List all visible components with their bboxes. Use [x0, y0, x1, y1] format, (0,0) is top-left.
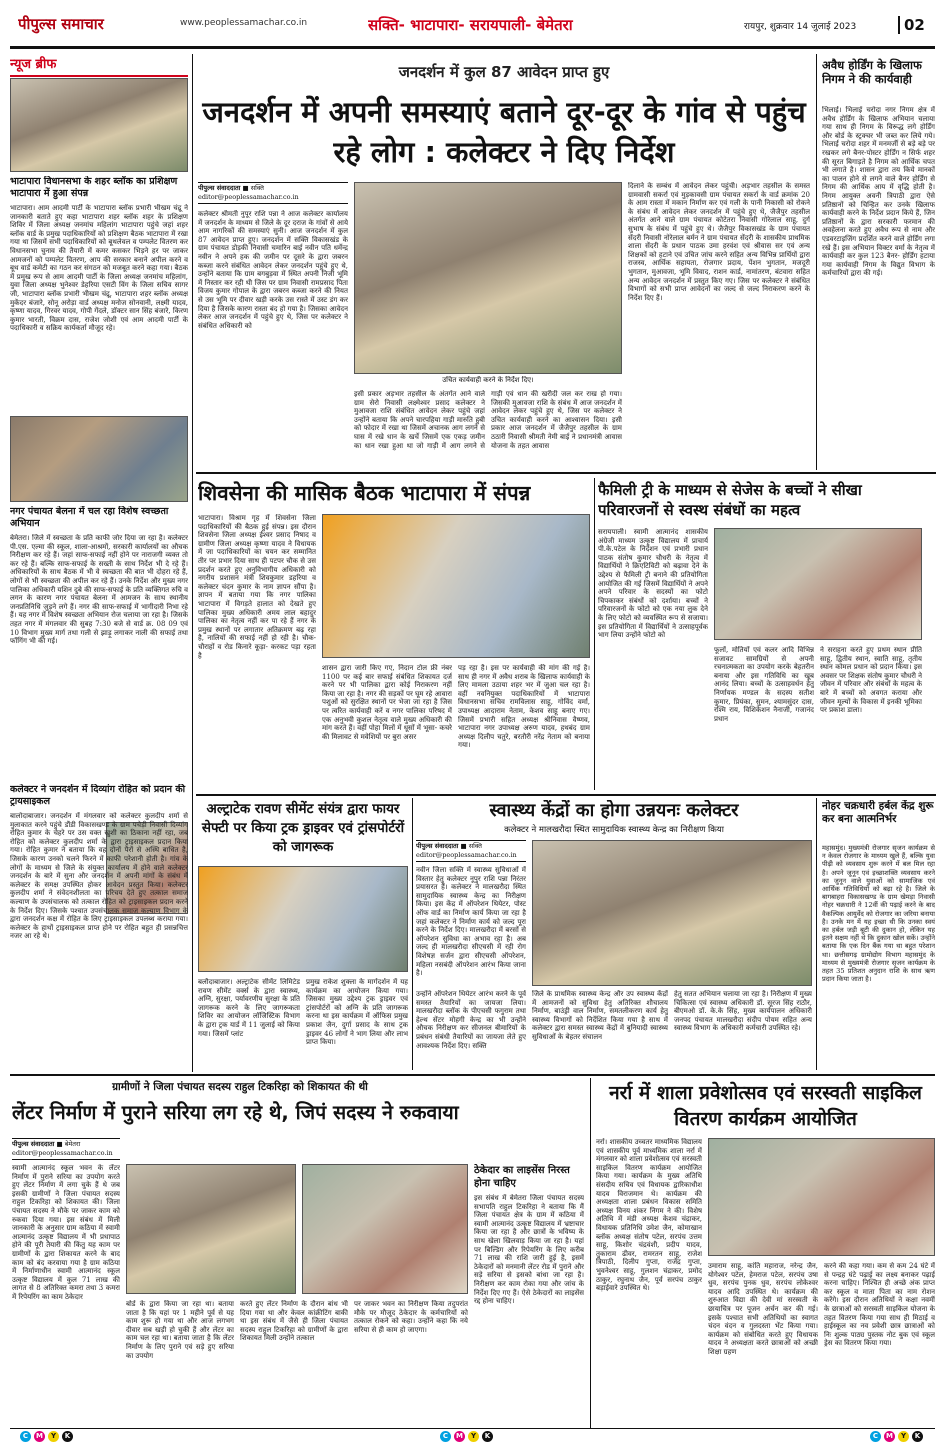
lead-byline-email: editor@peoplessamachar.co.in [198, 193, 299, 201]
masthead [0, 0, 945, 46]
health-subhead: कलेक्टर ने मालखरौदा स्थित सामुदायिक स्वास्थ्य केन्द्र का निरीक्षण किया [504, 825, 724, 835]
column-divider-bottom [590, 1078, 591, 1428]
cyan-mark: C [870, 1431, 881, 1442]
school-headline: नर्रा में शाला प्रवेशोत्सव एवं सरस्वती साइकिल वितरण कार्यक्रम आयोजित [609, 1082, 922, 1130]
hoarding-headline: अवैध होर्डिंग के खिलाफ निगम ने की कार्यवाही [822, 58, 922, 86]
school-body-2: उमाराम साहू, कांति महाराज, नरेन्द्र जैन, योगेश्वर पटेल, हेमराज पटेल, सरपंच उषा धुव, सरपंच पुनक धुव, सरपंच लोकेश्वर यादव आदि उपस्थित थे। कार्यक्रम की शुरुआत विद्या की देवी मां सरस्वती के छायाचित्र पर पूजन अर्चन कर की गई। इसके पश्चात सभी अतिथियों का स्वागत चंदन वंदन व गुलदस्ता भेंट किया गया। कार्यक्रम को संबोधित करते हुए विधायक यादव ने अध्यक्षता करते छात्राओं को अच्छी शिक्षा ग्रहण [708, 1262, 818, 1356]
health-story [416, 800, 812, 1070]
health-body-1: नवीन जिला सक्ति में स्वास्थ्य सुविधाओं में विस्तार हेतु कलेक्टर नूपुर राशि पन्ना निरंतर प्रयासरत हैं। कलेक्टर ने मालखरौदा स्थित सामुदायिक स्वास्थ्य केन्द्र का निरीक्षण किया। इस केंद्र में ऑपरेशन थियेटर, पोस्ट ऑफ वार्ड का निर्माण कार्य किया जा रहा है जहां कलेक्टर ने निर्माण कार्य को जल्द पूरा करने के निर्देश दिए। मालखरौदा में बरसों से ऑपरेशन सुविधा का अभाव रहा है। अब जल्द ही मालखरौदा सीएचसी में रही रोग विशेषज्ञ सर्जन द्वारा सीएचसी ऑपरेशन, महिला नसबंदी ऑपरेशन आरंभ किया जाना है। [416, 866, 526, 978]
family-tree-headline: फैमिली ट्री के माध्यम से सेजेस के बच्चों ने सीखा परिवारजनों से स्वस्थ संबंधों का महत्व [598, 481, 862, 519]
contractor-headline: ठेकेदार का लाइसेंस निरस्त होना चाहिए [474, 1165, 570, 1189]
school-body-3: करने की कहा गया। कम से कम 24 घंटे में से पन्द्रह घंटे पढ़ाई का लक्ष्य बनाकर पढ़ाई करना चाहिए। निश्चित ही अच्छे अंक प्राप्त कर स्कूल व माता पिता का नाम रोशन करेंगे। इस दौरान अतिथियों ने कक्षा नवमीं के छात्राओं को सरस्वती साइकिल योजना के तहत वितरण किया गया साथ ही मिठाई व हाईस्कूल का नव प्रवेशी छात्र छात्राओं को निः शुल्क पाठ्य पुस्तक नोट बुक एवं स्कूल ड्रेस का वितरण किया गया। [824, 1262, 935, 1348]
health-byline-name: पीपुल्स संवाददाता [416, 842, 459, 850]
cyan-mark: C [440, 1431, 451, 1442]
sariya-photo-1 [126, 1164, 296, 1294]
column-divider-health [816, 798, 817, 1070]
nohar-story [822, 800, 935, 1070]
yellow-mark: Y [898, 1431, 909, 1442]
column-divider-left [192, 54, 193, 1072]
column-divider-mid [594, 478, 595, 790]
nohar-headline: नोहर चक्रधारी हर्बल केंद्र शुरू कर बना आत्मनिर्भर [822, 800, 934, 825]
brief-body-2: बेमेतरा। जिले में स्वच्छता के प्रति काफी जोर दिया जा रहा है। कलेक्टर पी.एस. एल्मा की स्कूल, शाला-आश्रमों, सरकारी कार्यालयों का औचक निरीक्षण कर रहे हैं। जहां साफ-सफाई नहीं होने पर नाराजगी व्यक्त तो कर रहे हैं। बल्कि साफ-सफाई के सख्ती के साथ निर्देश भी दे रहे हैं। अधिकारियों के साथ बैठक में भी वे स्वच्छता की बात भी दोहरा रहे हैं, लोगों से भी स्वच्छता की अपील कर रहे हैं। उनके निर्देश और मुख्य नगर पालिका अधिकारी यशिन दुबे की साफ-सफाई के प्रति व्यक्तिगत रुचि व लगन के कारण नगर पंचायत बेलना में आमजन के साथ स्थानीय जनप्रतिनिधि जुड़ने लगे हैं। नगर की साफ-सफाई में भागीदारी निभा रहे हैं। यह नगर में विशेष स्वच्छता अभियान रोज चलाया जा रहा है। जिसके तहत नगर में मंगलवार की सुबह 7:30 बजे से वार्ड क्र. 08 09 एवं 10 विभाग मुख्य मार्ग तथा गली से झाड़ू लगाकर नाली की सफाई तथा फॉगिंग भी की गई। [10, 534, 188, 646]
news-brief-label: न्यूज ब्रीफ [10, 54, 188, 77]
lead-kicker: जनदर्शन में कुल 87 आवेदन प्राप्त हुए [398, 63, 610, 81]
section-divider-3 [10, 1074, 935, 1076]
lead-byline-name: पीपुल्स संवाददाता [198, 184, 241, 192]
lead-col-1: कलेक्टर श्रीमती नुपूर राशि पन्ना ने आज कलेक्टर कार्यालय में जनदर्शन के माध्यम से जिले के दूर दराज के गांवों से आये आम नागरिकों की समस्याएं सुनी। आज जनदर्शन में कुल 87 आवेदन प्राप्त हुए। जनदर्शन में सक्ति विकासखंड के ग्राम पंचायत डोड़की निवासी चमारिन बाई नवीन पति धर्मेन्द्र नवीन ने अपने हक की जमीन पर दूसरे के द्वारा जबरन कब्जा करने संबंधित आवेदन लेकर जनदर्शन पहुंचे हुए थे, उन्होंने बताया कि ग्राम बगबुड़वा में स्थित अपनी निजी भूमि में निस्तार कर रही थी जिस पर ग्राम निवासी रामप्रसाद पिता विजय कुमार गोपाल के द्वारा जबरन कब्जा करने की नियत से उस भूमि पर दीवार खड़ी करके उस रास्ते में उस्ट डंग कर दिया है जिसके कारण रास्ता बंद हो गया है। जिसका आवेदन लेकर आज जनदर्शन में पहुंचे हुए थे, जिस पर कलेक्टर ने संबंधित अधिकारी को [198, 210, 348, 330]
brief-headline-2: नगर पंचायत बेलना में चल रहा विशेष स्वच्छता अभियान [10, 506, 169, 529]
health-byline-email: editor@peoplessamachar.co.in [416, 851, 517, 859]
cement-photo [198, 866, 408, 972]
sariya-body-2: बोर्ड के द्वारा किया जा रहा था। बताया जाता है कि यहां पर 1 महीने पूर्व से यह काम शुरू हो गया था और आज लगभग दीवार सब खड़ी हो चुकी हैं और लेंटर का काम चल रहा था। बताया जाता है कि लेंटर निर्माण के लिए पुराने एवं सड़े हुए सरिया का उपयोग [126, 1300, 234, 1360]
news-brief-column [10, 54, 188, 1072]
page-number: 02 [898, 16, 928, 34]
cement-headline: अल्ट्राटेक रावण सीमेंट संयंत्र द्वारा फायर सेफ्टी पर किया ट्रक ड्राइवर एवं ट्रांसपोर्टरों को जागरूक [201, 801, 405, 855]
shivsena-photo [322, 514, 590, 658]
logo: पीपुल्स समाचार [18, 15, 104, 33]
health-byline-place: सक्ति [468, 842, 482, 850]
sariya-kicker: ग्रामीणों ने जिला पंचायत सदस्य राहुल टिकरिहा को शिकायत की थी [112, 1081, 368, 1093]
section-divider-2 [196, 794, 936, 796]
column-divider-right [816, 54, 817, 470]
shivsena-story [198, 480, 590, 790]
yellow-mark: Y [48, 1431, 59, 1442]
magenta-mark: M [884, 1431, 895, 1442]
brief-headline-1: भाटापारा विधानसभा के शहर ब्लॉक का प्रशिक्षण भाटापारा में हुआ संपन्न [10, 176, 178, 199]
health-byline: पीपुल्स संवाददाता ■ सक्ति editor@peoplessamachar.co.in [416, 840, 526, 862]
shivsena-headline: शिवसेना की मासिक बैठक भाटापारा में संपन्न [198, 481, 531, 505]
contractor-body: इस संबंध में बेमेतरा जिला पंचायत सदस्य सभापति राहुल टिकरिहा ने बताया कि मैं जिला पंचायत क्षेत्र के ग्राम में कठिया में स्वामी आत्मानंद उत्कृष्ट विद्यालय में भ्रष्टाचार किया जा रहा है और छात्रों के भविष्य के साथ खेला खिलवाड़ किया जा रहा है। यहां पर बिल्डिंग और रिपेयरिंग के लिए करीब 71 लाख की राशि जारी हुई है, इसमें ठेकेदारों को मनमानी लेंटर रोड में पुराने और सड़े सरिया से इसको बांधा जा रहा है। निरीक्षण कर काम रोका गया और जांच के निर्देश दिए गए हैं। ऐसे ठेकेदारों का लाइसेंस रद्द होना चाहिए। [474, 1194, 584, 1306]
magenta-mark: M [34, 1431, 45, 1442]
sariya-headline: लेंटर निर्माण में पुराने सरिया लग रहे थे, जिपं सदस्य ने रुकवाया [12, 1101, 459, 1124]
shivsena-body-2: शासन द्वारा जारी किए गए, निदान टोल फ्री नंबर 1100 पर कई बार सफाई संबंधित शिकायत दर्ज करने पर भी पालिका द्वारा कोई निराकरण नहीं किया जा रहा है। नगर की सड़कों पर घूम रहे आवारा पशुओं को सुरक्षित स्थानों पर भेजा जा रहा है जिस पर त्वरित कार्यवाही करें व नगर पालिका परिषद में एक अनुभवी कुशल नेतृत्व वाले मुख्य अधिकारी की मांग करते हैं। वहीं पोहा मिलों में धूसों में भूसा- कचरे की मिलावट से मवेशियों पर बुरा असर [322, 664, 452, 741]
cement-body-2: प्रमुख राकेश शुक्ला के मार्गदर्शन में यह कार्यक्रम का आयोजन किया गया। जिसका मुख्य उद्देश्य ट्रक ड्राइवर एवं ट्रांसपोर्टरों को अग्नि के प्रति जागरूक करना था इस कार्यक्रम में ऑफिस प्रमुख प्रकाश जैन, दुर्गा प्रसाद के साथ ट्रक ड्राइवर 46 लोगों ने भाग लिया और लाभ प्राप्त किया। [306, 978, 408, 1047]
sariya-byline: पीपुल्स संवाददाता ■ बेमेतरा editor@peoplessamachar.co.in [12, 1138, 120, 1160]
contractor-story [474, 1164, 584, 1426]
yellow-mark: Y [468, 1431, 479, 1442]
column-divider-cement [412, 798, 413, 1070]
school-photo [708, 1138, 935, 1256]
family-tree-body-2: फूलों, मोतियों एवं कलर आदि विभिन्न सजावट सामग्रियों से अपनी रचनात्मकता का उपयोग करके बेहतरीन बनाया और इस गतिविधि का खूब आनंद लिया। बच्चों के उत्साहवर्धन हेतु निर्णायक मण्डल के सदस्य सतीश कुमार, प्रियंका, सुमन, श्यामसुंदर दास, रश्मि राय, विशिकेशन नैनाजी, गजानंद प्रधान [714, 646, 814, 723]
black-mark: K [912, 1431, 923, 1442]
health-body-3: जिले के प्राथमिक स्वास्थ्य केन्द्र और उप स्वास्थ्य केंद्रों में आमजनों को सुविधा हेतु अतिरिक्त शौचालय निर्माण, बाउंड्री वाल निर्माण, समतलीकरण कार्य हेतु स्वास्थ्य विभागों को निर्देशित किया गया है साथ में कलेक्टर द्वारा समस्त स्वास्थ्य केंद्रों में बुनियादी स्वास्थ्य सुविधाओं के बेहतर संचालन [532, 990, 668, 1041]
lead-col-3: दिलाने के सम्बंध में आवेदन लेकर पहुंची। अड़भार तहसील के समस्त ग्रामवासी सकर्रा एवं मुड़कावसी ग्राम पंचायत सकर्रा के वार्ड क्रमांक 20 के आम रास्ता में मकान निर्माण कर एवं गली के पानी निकासी को रोकने के संबंध में आवेदन लेकर जनदर्शन में पहुंचे हुए थे, जैजैपुर तहसील अंतर्गत आने वाले ग्राम पंचायत कोटेतरा निवासी गोरेलाल साहू, दुर्ग सुभाष के संबंध में पहुंचे हुए थे। जैजैपुर विकासखंड के ग्राम पंचायत सेंदरी निवासी नोरेलाल बर्मन ने ग्राम पंचायत सेंदरी के शासकीय प्राथमिक शाला सेंदरी के प्रधान पाठक उमा हरवंश एवं श्रीवास सर एवं अन्य शिक्षकों को हटाने एवं उचित जांच करने सहित अन्य विभिन्न प्रार्थियों द्वारा राजस्व, आर्थिक सहायता, रोजगार प्रदाय, पेंशन भुगतान, मजदूरी भुगतान, मुआवजा, भूमि विवाद, राशन कार्ड, नामांतरण, बंटवारा सहित अन्य आवेदन जनदर्शन में प्रस्तुत किए गए। जिस पर कलेक्टर ने संबंधित विभागों को सभी प्राप्त आवेदनों का जल्द से जल्द निराकरण करने के निर्देश दिए हैं। [628, 182, 810, 302]
lead-photo-caption: उचित कार्यवाही करने के निर्देश दिए। [442, 376, 534, 384]
lead-story [198, 54, 810, 468]
magenta-mark: M [454, 1431, 465, 1442]
family-tree-story [598, 480, 935, 790]
cement-story [198, 800, 408, 1070]
shivsena-body-3: पड़ रहा है। इस पर कार्यवाही की मांग की गई है। साथ ही नगर में अवैध शराब के खिलाफ कार्यवाही के लिए मामला उठाया शहर भर में जुआ चल रहा है। वहीं नवनियुक्त पदाधिकारियों में भाटापारा विधानसभा सचिव रामविलास साहू, गोविंद वर्मा, उपाध्यक्ष आदाराम नेताम, केशव साहू बनाए गए। जिसमें प्रभारी सहित अध्यक्ष श्रीनिवास वैष्णव, भाटापारा नगर उपाध्यक्ष अरुण यादव, हथबंद ग्राम अध्यक्ष दिलीप चतुरे, बरतौरी नरेंद्र नेताम को बनाया गया। [458, 664, 590, 750]
registration-marks-center [440, 1431, 493, 1442]
registration-marks-left [20, 1431, 73, 1442]
lead-headline: जनदर्शन में अपनी समस्याएं बताने दूर-दूर के गांव से पहुंच रहे लोग : कलेक्टर ने दिए निर्देश [202, 95, 806, 169]
lead-col-2: इसी प्रकार अड़भार तहसील के अंतर्गत आने वाले ग्राम सेरो निवासी लक्ष्मेश्वर प्रसाद कलेक्टर ने मुआवजा राशि संबंधित आवेदन लेकर पहुंचे जहां उन्होंने बताया कि अपने चारपहिया गाड़ी मारुति हुबी को फोदार में रखा था जिसमें अचानक आग लगने से घास में रखे धान के खर्चे जिसमें एक एकड़ जमीन का धान रखा हुआ था जो गाड़ी में आग लगने से गाड़ी एवं धान की खरीदी जल कर राख हो गया। जिसकी मुआवजा राशि के संबंध में आज जनदर्शन में आवेदन लेकर पहुंचे हुए थे, जिस पर कलेक्टर ने उचित कार्यवाही करने का आश्वासन दिया। इसी प्रकार आज जनदर्शन में जैजैपुर तहसील के ग्राम ठठारी निवासी श्रीमती नेमी बाई ने प्रधानमंत्री आवास योजना के तहत आवास [354, 390, 622, 450]
nohar-body: महासमुंद। मुख्यमंत्री रोजगार सृजन कार्यक्रम से न केवल रोजगार के माध्यम खुले हैं, बल्कि युवा पीढ़ी को व्यवसाय शुरू करने में बल मिल रहा है। अपने जूनून एवं इच्छाशक्ति व्यवसाय करने का जुनून वाले युवाओं को सामाजिक एवं आर्थिक गतिविधियों को बढ़ा रहे है। जिले के बागबाहरा विकासखण्ड के ग्राम खेमड़ा निवासी नोहर चक्रधारी ने 12वीं की पढ़ाई करने के बाद वैकल्पिक आयुर्वेद को रोजगार का जरिया बनाया है। उनके मन में यह इच्छा थी कि उनका स्वयं का हर्बल जड़ी बूटी की दुकान हो, लेकिन यह इतने सक्षम नहीं थे कि दुकान खोल सकें। उन्होंने बताया कि एक दिन बैंक गया था बहुत परेशान था। छत्तीसगढ़ ग्रामोद्योग विभाग महासमुंद के माध्यम से मुख्यमंत्री रोजगार सृजन कार्यक्रम के तहत 35 प्रतिशत अनुदान राशि के साथ ऋण प्रदान किया जाता है। [822, 844, 935, 984]
sariya-body-3: करते हुए लेंटर निर्माण के दौरान बांध भी दिया गया था और केवल कांक्रीटिंग बाकी था इस संबंध में जैसे ही जिला पंचायत सदस्य राहुल टिकरिहा को ग्रामीणों के द्वारा शिकायत मिली उन्होंने तत्काल [240, 1300, 348, 1343]
website-url: www.peoplessamachar.co.in [180, 18, 308, 28]
black-mark: K [62, 1431, 73, 1442]
sariya-byline-place: बेमेतरा [64, 1140, 81, 1148]
black-mark: K [482, 1431, 493, 1442]
family-tree-photo [714, 528, 922, 640]
health-body-2: उन्होंने ऑपरेशन थियेटर आरंभ करने के पूर्व समस्त तैयारियों का जायजा लिया। मालखरौदा ब्लॉक के पीएचसी फगुराम तथा हेल्थ सेंटर मोहगी केन्द्र का भी उन्होंने औचक निरीक्षण कर सीजनल बीमारियों के प्रबंधन संबंधी तैयारियों का जायजा लेते हुए आवश्यक निर्देश दिए। सक्ति [416, 990, 526, 1050]
sariya-body-4: पर जाकर भवन का निरीक्षण किया तदुपरांत मौके पर मौजूद ठेकेदार के कर्मचारियों को तत्काल रोकने को कहा। उन्होंने कहा कि नये सरिया से ही काम हो जाएगा। [354, 1300, 468, 1334]
sariya-photo-2 [302, 1164, 468, 1294]
school-story [596, 1080, 935, 1426]
sariya-byline-name: पीपुल्स संवाददाता [12, 1140, 55, 1148]
school-body-1: नर्रा। शासकीय उच्चतर माध्यमिक विद्यालय एवं शासकीय पूर्व माध्यमिक शाला नर्रा में मंगलवार को शाला प्रवेशोत्सव एवं सरस्वती साइकिल वितरण कार्यक्रम आयोजित किया गया। कार्यक्रम के मुख्य अतिथि संसदीय सचिव एवं विधायक द्वारिकाधीश यादव विराजमान थे। कार्यक्रम की अध्यक्षता शाला प्रबंधन विकास समिति अध्यक्ष विनय शंकर निगम ने की। विशेष अतिथि में मंडी अध्यक्ष केशव चंद्राकर, विधायक प्रतिनिधि उमेश जैन, कोमाखान ब्लॉक अध्यक्ष संतोष पटेल, सरपंच उत्तम साहू, किशोर चंद्रवंशी, प्रदीप यादव, तुकाराम ढीवर, रामरतन साहू, राजेश त्रिपाठी, दिलीप गुप्ता, राजेंद्र गुप्ता, भुवनेश्वर साहू, गुलशन चंद्राकर, प्रमोद ठाकुर, रघुनाथ जैन, पूर्व सरपंच ठाकुर बड़ाईवारे उपस्थित थे। [596, 1138, 702, 1293]
lead-byline-place: सक्ति [250, 184, 264, 192]
section-divider-1 [196, 472, 936, 474]
brief-body-1: भाटापारा। आम आदमी पार्टी के भाटापारा ब्लॉक प्रभारी भीखम चंद्रू ने जानकारी बताते हुए कहा भाटापारा शहर ब्लॉक शहर के प्रशिक्षण शिविर में जिला अध्यक्ष जनमांच महिलांग भाटापारा पहुंचे जहां शहर ब्लॉक वार्ड के प्रमुख पदाधिकारियों को प्रशिक्षण बैठक भाटापारा में रखा गया था जिसमें सभी पदाधिकारियों को बूथलेवल व पम्पलेट वितरण कर विधानसभा चुनाव की तैयारी में कमर कसकर भिड़ने हर पर जाकर आमजनों को पम्पलेट वितरण, आप की सरकार बनाने अपील करने व बूथ वार्ड कमेटी का गठन कर संगठन को मजबूत करने कहा गया। बैठक में प्रमुख रूप से आम आदमी पार्टी के जिला अध्यक्ष जनमांच महिलांग, युवा जिला अध्यक्ष भुनेश्वर डेहरिया एसटी विंग के जिला सचिव सागर जी, भाटापारा ब्लॉक प्रभारी भीखम चंद्रू, भाटापारा शहर ब्लॉक अध्यक्ष मुकेंदर बंजारे, सोनू अरोड़ा वार्ड अध्यक्ष मनोज सोनवानी, लक्ष्मी यादव, कृष्णा यादव, गिरवर यादव, गोपी गेंदले, डॉक्टर सान सिंह बंजारे, किरण कुमार भारती, विक्रम दास, राजेश जोशी एवं आम आदमी पार्टी के पदाधिकारी व सक्रिय कार्यकर्ता मौजूद रहे। [10, 204, 188, 333]
family-tree-body-3: ने सराहना करते हुए प्रथम स्थान प्रीति साहू, द्वितीय स्थान, स्वाति साहू, तृतीय स्थान कोमल प्रधान को प्रदान किया। इस अवसर पर शिक्षक संतोष कुमार चौधरी ने जीवन में परिवार और संबंधों के महत्व के बारे में बच्चों को अवगत कराया और जीवन मूल्यों के विकास में इनकी भूमिका पर प्रकाश डाला। [820, 646, 922, 715]
shivsena-body-1: भाटापारा। विश्राम गृह में शिवसेना जिला पदाधिकारियों की बैठक हुई संपन्न। इस दौरान शिवसेना जिला अध्यक्ष ईश्वर प्रसाद निषाद व ग्रामीण जिला अध्यक्ष कृष्णा यादव ने विधायक में जा पदाधिकारियों का चयन कर सम्मानित तीर पर प्रभार दिया साथ ही पटपर चौक से उस प्रदर्शन करते हुए अनुविभागीय अधिकारी को नगरीय प्रशासन मंत्री शिवकुमार डहरिया व कलेक्टर चंदन कुमार के नाम ज्ञापन सौंपा है। ज्ञापन में बताया गया कि नगर पालिका भाटापारा में विगड़ते हालात को देखते हुए पालिका मुख्य अधिकारी अमय लाल बहादुर पालिका का नेतृत्व नहीं कर पा रहे हैं नगर के प्रमुख स्थानों पर लगातार अतिक्रमण बढ़ रहा है, नालियों की सफाई नहीं हो रही है। चौक- चौराहों व रोड किनारे कूड़ा- करकट पड़ा रहता है [198, 514, 316, 660]
sariya-byline-email: editor@peoplessamachar.co.in [12, 1149, 113, 1157]
health-photo [532, 840, 812, 986]
brief-photo-2 [10, 416, 188, 502]
cyan-mark: C [20, 1431, 31, 1442]
sariya-body-1: स्वामी आत्मानंद स्कूल भवन के लेंटर निर्माण में पुराने सरिया का उपयोग करते हुए लेंटर निर्माण में लगा चुके हैं थे जब इसकी ग्रामीणों ने जिला पंचायत सदस्य राहुल टिकरिहा को शिकायत की। जिला पंचायत सदस्य ने मौके पर जाकर काम को रुकवा दिया गया। इस संबंध में मिली जानकारी के अनुसार ग्राम कठिया में स्वामी आत्मानंद उत्कृष्ट विद्यालय में भी प्रधापाठ होने की पूरी तैयारी की किंतु यह काम पर ग्रामीणों के द्वारा शिकायत करने के बाद काम को बंद करवाया गया है ग्राम कठिया में निर्माणाधीन स्वामी आत्मानंद स्कूल उत्कृष्ट विद्यालय में कुल 71 लाख की लागत से 8 अतिरिक्त कमरा तथा 3 कमरा में रिपेयरिंग का काम ठेकेदार [12, 1164, 120, 1301]
registration-marks-right [870, 1431, 923, 1442]
brief-headline-3: कलेक्टर ने जनदर्शन में दिव्यांग रोहित को प्रदान की ट्रायसाइकल [10, 784, 186, 807]
hoarding-story [822, 58, 935, 468]
brief-body-3: बालोदाबाजार। जनदर्शन में मंगलवार को कलेक्टर कुलदीप शर्मा से मुलाकात करने पहुंचे डौंडी विकासखण्ड के ग्राम पचेड़ी निवासी दिव्यांग रोहित कुमार के चेहरे पर उस वक्त खुशी का ठिकाना नहीं रहा, जब रोहित को कलेक्टर कुलदीप शर्मा के द्वारा ट्राइसाइकल प्रदान किया गया। रोहित कुमार ने बताया कि वह दोनों पैरों से अस्थि बाधित है, जिसके कारण उनको चलने फिरने में काफी परेशानी होती है। गांव के लोगों के माध्यम से जिले के संयुक्त कार्यालय में होने वाले कलेक्टर जनदर्शन के बारे में सुना और जनदर्शन में अपनी मांगों के संबंध में कलेक्टर के समक्ष उपस्थित होकर आवेदन प्रस्तुत किया। कलेक्टर कुलदीप शर्मा ने संवेदनशीलता का परिचय देते हुए तत्काल समाज कल्याण के उपसंचालक को तत्काल रोहित को ट्राइसाइकल प्रदान करने के निर्देश दिए। जिसके पश्चात उपसंचालक समाज कल्याण विभाग के द्वारा जनदर्शन कक्ष में रोहित के लिए ट्राइसाइकल उपलब्ध कराया गया। कलेक्टर के हाथों ट्राइसाइकल प्राप्त होने पर रोहित बहुत ही प्रसन्नचित्त नजर आ रहे थे। [10, 812, 188, 941]
family-tree-body-1: सरायपाली। स्वामी आत्मानंद शासकीय अंग्रेजी माध्यम उत्कृष्ट विद्यालय में प्राचार्य पी.के.पटेल के निर्देशन एवं प्रभारी प्रधान पाठक संतोष कुमार चौधरी के नेतृत्व में विद्यार्थियों ने क्रिएटिविटी को बढ़ावा देने के उद्देश्य से फैमिली ट्री बनाने की प्रतियोगिता आयोजित की गई जिसमें विद्यार्थियों ने अपने अपने परिवार के सदस्यों का फोटो चिपकाकर संबंधों को दर्शाया। बच्चों ने परिवारजनों के फोटो को एक नया लुक देने के लिए फोटो को व्यवस्थित रूप से सजाया। इस प्रतियोगिता में विद्यार्थियों ने उत्साहपूर्वक भाग लिया उन्होंने फोटो को [598, 528, 708, 640]
lead-byline: पीपुल्स संवाददाता ■ सक्ति editor@peoplessamachar.co.in [198, 182, 348, 204]
lead-photo [354, 182, 622, 374]
brief-photo-1 [10, 78, 188, 172]
health-body-4: हेतु सतत अभियान चलाया जा रहा है। निरीक्षण में मुख्य चिकित्सा एवं स्वास्थ्य अधिकारी डॉ. सूरज सिंह राठौर, बीएमओ डॉ. के.के सिंह, मुख्य कार्यपालन अधिकारी जनपद पंचायत मालखरौदा संदीप पोयम सहित अन्य स्वास्थ्य विभाग के अधिकारी कर्मचारी उपस्थित रहे। [674, 990, 812, 1033]
section-title: सक्ति- भाटापारा- सरायपाली- बेमेतरा [368, 16, 573, 34]
health-headline: स्वास्थ्य केंद्रों का होगा उन्नयनः कलेक्टर [489, 800, 739, 821]
sariya-story [12, 1080, 468, 1426]
masthead-divider [10, 46, 935, 49]
footer-divider [10, 1428, 935, 1429]
cement-body-1: बलौदाबाजार। अल्ट्राटेक सीमेंट लिमिटेड रावण सीमेंट वर्क्स के द्वारा स्वास्थ्य, अग्नि, सुरक्षा, पर्यावरणीय सुरक्षा के प्रति जागरूक करने के लिए जागरूकता शिविर का आयोजन लॉजिस्टिक विभाग के द्वारा ट्रक यार्ड में 11 जुलाई को किया गया। जिसमें प्लांट [198, 978, 300, 1038]
dateline: रायपुर, शुक्रवार 14 जुलाई 2023 [744, 22, 857, 32]
hoarding-body: भिलाई। भिलाई चरोदा नगर निगम क्षेत्र में अवैध होर्डिंग के खिलाफ अभियान चलाया गया साथ ही निगम के विरूद्ध लगे होर्डिंग और बोर्ड के स्ट्रक्चर भी जब्त कर लिये गये। भिलाई चरोदा शहर में मनमर्जी से बड़े बड़े पर रखकर लगे बैनर-पोस्टर होर्डिंग न सिर्फ शहर की सूरत बिगाड़ते है निगम को आर्थिक चपत भी लगाते है। शासन द्वारा तय किये मानकों का पालन होने से लगने वाले बैनर होर्डिंग से निगम की आर्थिक आय में वृद्धि होती है। निगम आयुक्त अवनी त्रिपाठी द्वारा ऐसे प्रतिष्ठानों को चिन्हित कर उनके खिलाफ कार्यवाही करने के निर्देश प्रदान किये हैं, जिन प्रतिष्ठानों के द्वारा सरकारी फरमान की अवहेलना करते हुए अवैध रूप से नाम और एडवरटाइजिंग प्रदर्शित करने वाले होर्डिंग लगा रखे हैं। इस अभियान विक्टर वर्मा के नेतृत्व में कार्यवाही कर कुल 123 बैनर- होर्डिंग हटाया गया कार्यवाही निगम के विद्युत विभाग के कर्मचारियों द्वारा की गई। [822, 106, 935, 278]
